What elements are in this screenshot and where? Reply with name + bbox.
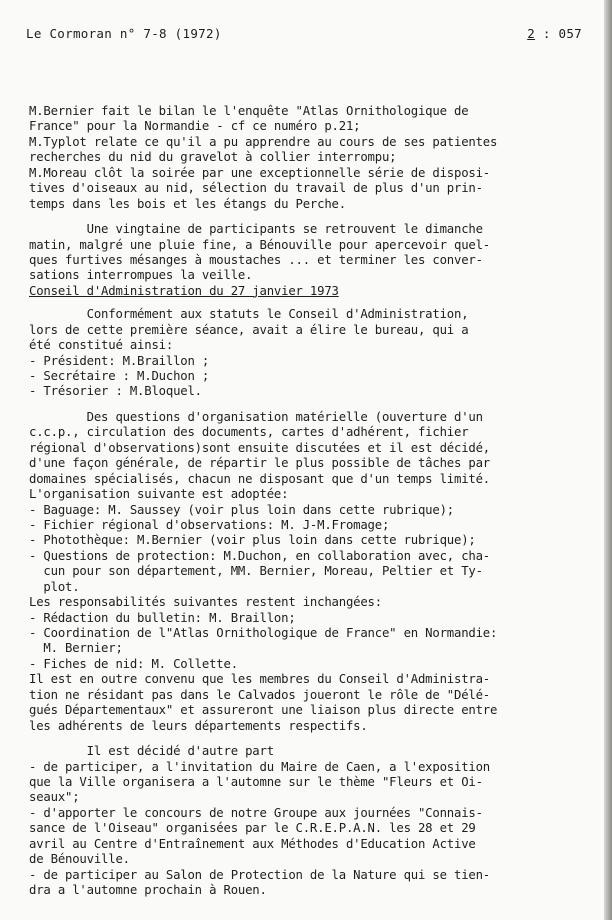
text-line: - Trésorier : M.Bloquel. — [29, 384, 202, 399]
text-line: - Rédaction du bulletin: M. Braillon; — [29, 610, 296, 625]
text-line: Conformément aux statuts le Conseil d'Administration, — [29, 307, 469, 322]
text-line: - Secrétaire : M.Duchon ; — [29, 369, 210, 383]
text-line: que la Ville organisera a l'automne sur le thème "Fleurs et Oi- — [29, 774, 483, 789]
page-separator: : — [535, 26, 559, 41]
text-line: L'organisation suivante est adoptée: — [29, 487, 289, 502]
text-line: - de participer au Salon de Protection de la Nature qui se tien- — [29, 867, 491, 882]
text-line: - Photothèque: M.Bernier (voir plus loin dans cette rubrique); — [29, 533, 476, 548]
text-line: - Président: M.Braillon ; — [29, 353, 210, 368]
text-line: seaux"; — [29, 790, 80, 805]
text-line: - d'apporter le concours de notre Groupe aux journées "Connais- — [29, 805, 483, 820]
paragraph — [29, 307, 589, 400]
paragraph — [29, 410, 589, 734]
document-body — [29, 104, 589, 898]
text-line: Il est décidé d'autre part — [29, 744, 274, 759]
page-number: 057 — [558, 26, 582, 41]
text-line: - Fiches de nid: M. Collette. — [29, 656, 238, 671]
text-line: Une vingtaine de participants se retrouvent le dimanche — [29, 222, 483, 237]
paragraph — [29, 222, 589, 284]
text-line: régional d'observations)sont ensuite discutées et il est décidé, — [29, 440, 491, 455]
page-volume: 2 — [527, 26, 536, 41]
text-line: d'une façon générale, de répartir le plus possible de tâches par — [29, 456, 491, 471]
page-reference — [527, 26, 582, 41]
text-line: lors de cette première séance, avait a élire le bureau, qui a — [29, 322, 469, 337]
text-line: tives d'oiseaux au nid, sélection du travail de plus d'un prin- — [29, 181, 483, 196]
section-heading: Conseil d'Administration du 27 janvier 1973 — [29, 283, 339, 298]
text-line: dra a l'automne prochain à Rouen. — [29, 883, 267, 897]
text-line: - Questions de protection: M.Duchon, en collaboration avec, cha- — [29, 548, 491, 563]
text-line: Les responsabilités suivantes restent inchangées: — [29, 595, 382, 610]
text-line: - Baguage: M. Saussey (voir plus loin dans cette rubrique); — [29, 502, 454, 517]
paragraph-spacer — [29, 734, 589, 744]
text-line: tion ne résidant pas dans le Calvados joueront le rôle de "Délé- — [29, 687, 491, 702]
text-line: domaines spécialisés, chacun ne disposant que d'un temps limité. — [29, 471, 491, 486]
text-line: de Bénouville. — [29, 852, 130, 867]
text-line: France" pour la Normandie - cf ce numéro p.21; — [29, 119, 361, 134]
text-line: c.c.p., circulation des documents, cartes d'adhérent, fichier — [29, 425, 469, 440]
text-line: gués Départementaux" et assureront une liaison plus directe entre — [29, 703, 498, 718]
text-line: Il est en outre convenu que les membres du Conseil d'Administra- — [29, 672, 491, 687]
journal-reference: Le Cormoran n° 7-8 (1972) — [26, 26, 222, 41]
text-line: été constitué ainsi: — [29, 338, 174, 353]
text-line: M. Bernier; — [29, 641, 123, 656]
text-line: avril au Centre d'Entraînement aux Méthodes d'Education Active — [29, 836, 476, 851]
text-line: M.Bernier fait le bilan le l'enquête "Atlas Ornithologique de — [29, 104, 469, 118]
text-line: plot. — [29, 579, 80, 594]
text-line: temps dans les bois et les étangs du Perche. — [29, 196, 346, 211]
text-line: M.Moreau clôt la soirée par une exceptionnelle série de disposi- — [29, 165, 491, 180]
text-line: - Coordination de l"Atlas Ornithologique de France" en Normandie: — [29, 626, 498, 640]
paragraph — [29, 104, 589, 212]
text-line: matin, malgré une pluie fine, a Bénouville pour apercevoir quel- — [29, 237, 491, 252]
text-line: ques furtives mésanges à moustaches ... et terminer les conver- — [29, 252, 483, 267]
text-line: les adhérents de leurs départements respectifs. — [29, 718, 368, 733]
text-line: - de participer, a l'invitation du Maire de Caen, a l'exposition — [29, 759, 491, 774]
text-line: recherches du nid du gravelot à collier interrompu; — [29, 150, 397, 165]
paragraph-spacer — [29, 400, 589, 410]
text-line: sations interrompues la veille. — [29, 268, 253, 283]
text-line: M.Typlot relate ce qu'il a pu apprendre au cours de ses patientes — [29, 134, 498, 149]
paragraph-spacer — [29, 299, 589, 307]
text-line: sance de l'Oiseau" organisées par le C.R.E.P.A.N. les 28 et 29 — [29, 821, 476, 836]
text-line: cun pour son département, MM. Bernier, Moreau, Peltier et Ty- — [29, 564, 483, 579]
text-line: Des questions d'organisation matérielle (ouverture d'un — [29, 409, 483, 424]
page-header — [26, 26, 582, 44]
paragraph-spacer — [29, 212, 589, 222]
text-line: - Fichier régional d'observations: M. J-M.Fromage; — [29, 517, 390, 532]
paragraph — [29, 744, 589, 898]
